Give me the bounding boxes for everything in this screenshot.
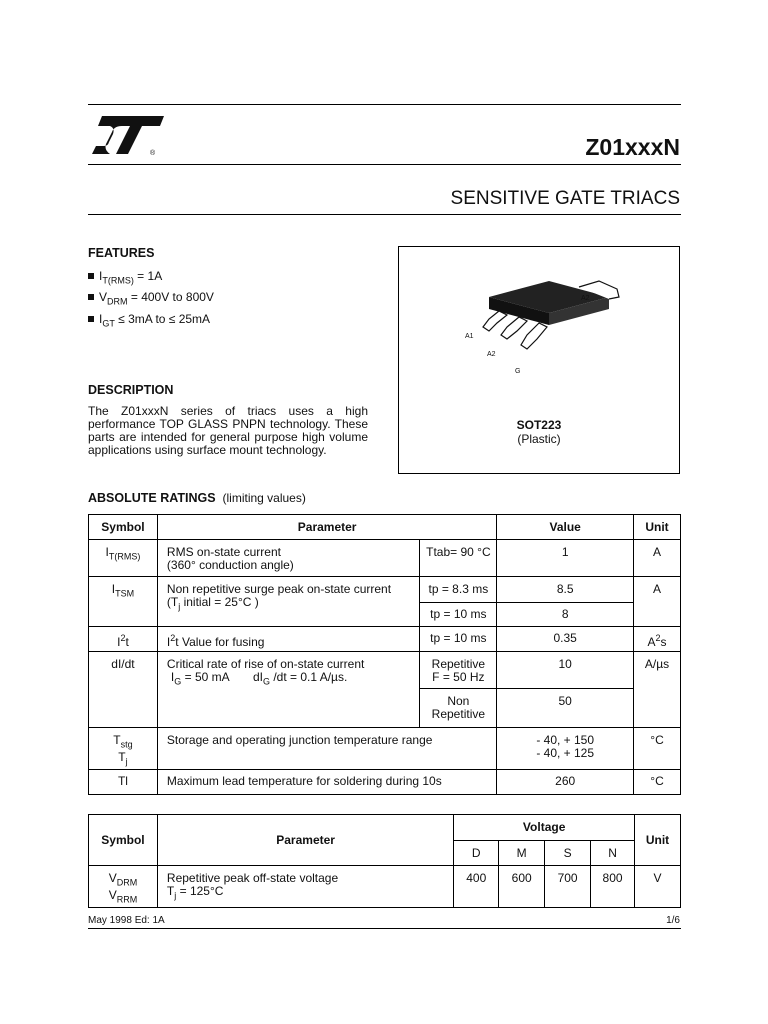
table-row: $V_{DRM}$ $V_{RRM}$ Repetitive peak off-state voltage $T_j = 125^\circ C$ 400 600 700 800 V	[89, 866, 681, 908]
features-list	[88, 268, 214, 332]
feature-item: $I_{GT} \le 3mA$ to ≤ 25mA	[88, 311, 214, 332]
table-row: Non Repetitive 50	[89, 689, 681, 728]
voltage-table	[88, 814, 681, 908]
part-number: Z01xxxN	[585, 134, 680, 160]
package-material: (Plastic)	[517, 432, 561, 446]
table-row: $I^2t$ $I^2t$ Value for fusing tp = 10 ms 0.35 $A^2s$	[89, 627, 681, 652]
features-heading: FEATURES	[88, 246, 155, 260]
feature-item: $V_{DRM} = 400V$ to 800V	[88, 289, 214, 310]
pin-label-g: G	[515, 368, 521, 375]
footer-date: May 1998 Ed: 1A	[88, 915, 165, 926]
description-text: The Z01xxxN series of triacs uses a high performance TOP GLASS PNPN technology. These parts are intended for general purpose high volume applications using surface mount technology.	[88, 404, 368, 457]
table-row: $T_{stg}$ $T_j$ Storage and operating junction temperature range - 40, + 150 - 40, + 125 °C	[89, 728, 681, 770]
package-caption	[398, 418, 680, 446]
ratings-heading: ABSOLUTE RATINGS (limiting values)	[88, 491, 306, 505]
bullet-icon	[88, 294, 94, 300]
table-row: tp = 10 ms 8	[89, 603, 681, 627]
description-heading: DESCRIPTION	[88, 383, 174, 397]
sot223-package-drawing	[459, 277, 629, 387]
page-subtitle: SENSITIVE GATE TRIACS	[450, 188, 680, 209]
bullet-icon	[88, 273, 94, 279]
absolute-ratings-table	[88, 514, 681, 795]
top-rule	[88, 104, 681, 105]
pin-label-a1: A1	[465, 333, 474, 340]
registered-mark: ®	[150, 150, 156, 157]
title-rule	[88, 164, 681, 165]
table-header-row: Symbol Parameter Value Unit	[89, 515, 681, 540]
table-row: dI/dt Critical rate of rise of on-state current $I_G = 50$ mA $dI_G$ /dt = 0.1 A/µs. Repetitive F = 50 Hz 10 A/µs	[89, 652, 681, 689]
page-number: 1/6	[666, 915, 680, 926]
feature-item: $I_{T(RMS)} = 1A$	[88, 268, 214, 289]
pin-label-a2: A2	[487, 351, 496, 358]
subtitle-rule	[88, 214, 681, 215]
table-row: $I_{T(RMS)}$ RMS on-state current (360° conduction angle) Ttab= 90 °C 1 A	[89, 540, 681, 577]
table-row: $I_{TSM}$ Non repetitive surge peak on-state current ($T_j$ initial = 25°C ) tp = 8.3 ms 8.5 A	[89, 577, 681, 603]
table-header-row: D M S N	[89, 841, 681, 866]
table-row: Tl Maximum lead temperature for soldering during 10s 260 °C	[89, 769, 681, 794]
pin-label-a2-top: A2	[581, 295, 590, 302]
bullet-icon	[88, 316, 94, 322]
table-header-row: Symbol Parameter Voltage Unit	[89, 815, 681, 841]
footer-rule	[88, 928, 681, 929]
package-name: SOT223	[516, 418, 562, 432]
st-logo	[88, 110, 168, 160]
